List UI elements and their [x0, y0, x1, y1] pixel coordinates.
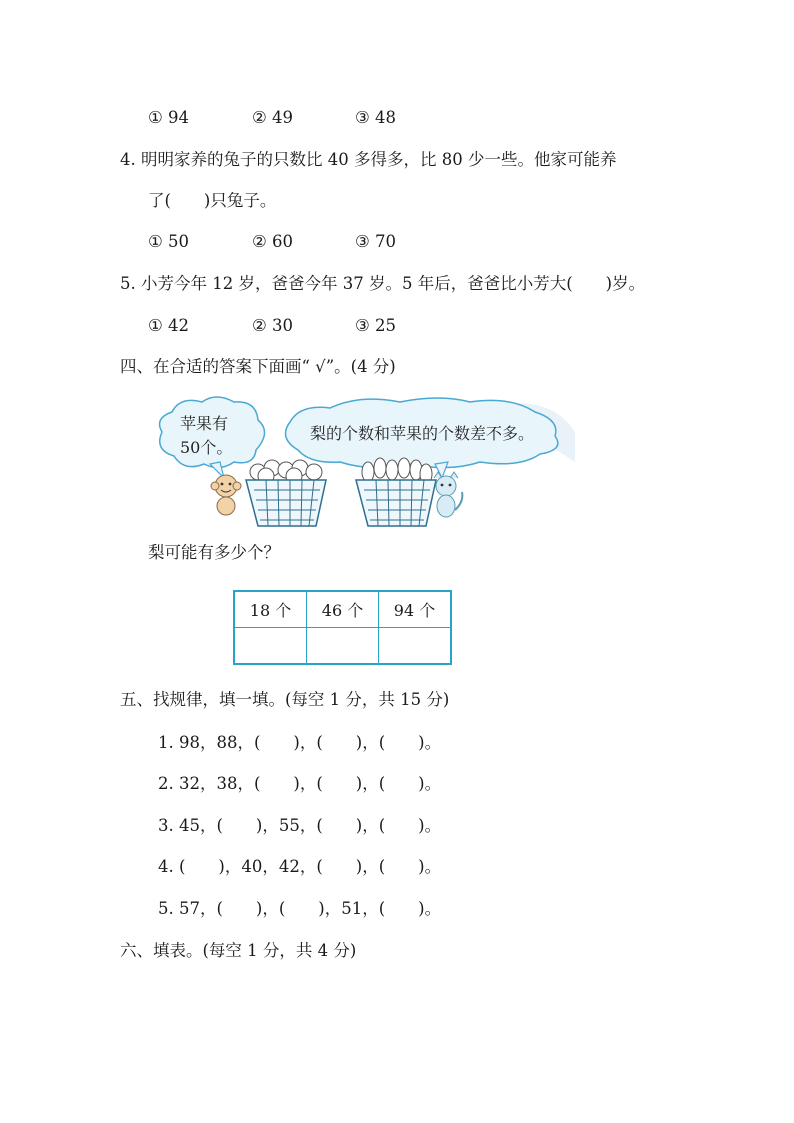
q3-option-1: ① 94	[148, 108, 190, 127]
right-bubble-text: 梨的个数和苹果的个数差不多。	[310, 424, 535, 443]
answer-cell[interactable]	[307, 628, 379, 665]
pattern-item-4: 4. ( )，40，42，( )，( )。	[158, 857, 442, 876]
apple-basket-icon	[246, 460, 326, 526]
cat-icon	[434, 472, 462, 517]
q4-option-2: ② 60	[252, 232, 294, 251]
q3-option-2: ② 49	[252, 108, 294, 127]
q4-question-line2: 了( )只兔子。	[148, 191, 277, 210]
pattern-item-3: 3. 45，( )，55，( )，( )。	[158, 816, 442, 835]
pattern-item-1: 1. 98，88，( )，( )，( )。	[158, 733, 442, 752]
q4-question-line1: 4. 明明家养的兔子的只数比 40 多得多，比 80 少一些。他家可能养	[120, 150, 617, 169]
pattern-item-2: 2. 32，38，( )，( )，( )。	[158, 774, 442, 793]
q5-option-1: ① 42	[148, 316, 190, 335]
left-bubble-line2: 50个。	[180, 438, 233, 457]
pattern-item-5: 5. 57，( )，( )，51，( )。	[158, 899, 442, 918]
left-bubble-line1: 苹果有	[180, 414, 229, 433]
q5-question: 5. 小芳今年 12 岁，爸爸今年 37 岁。5 年后，爸爸比小芳大( )岁。	[120, 274, 646, 293]
section4-title: 四、在合适的答案下面画“ √”。(4 分)	[120, 357, 396, 376]
q4-option-1: ① 50	[148, 232, 190, 251]
q5-option-3: ③ 25	[355, 316, 397, 335]
q3-option-3: ③ 48	[355, 108, 397, 127]
answer-table	[233, 590, 452, 665]
table-header-cell: 46 个	[307, 591, 379, 628]
q5-option-2: ② 30	[252, 316, 294, 335]
table-header-row	[234, 591, 451, 628]
section4-question: 梨可能有多少个？	[148, 543, 280, 562]
section5-title: 五、找规律，填一填。(每空 1 分，共 15 分)	[120, 690, 450, 709]
table-header-cell: 94 个	[379, 591, 452, 628]
pear-basket-icon	[356, 458, 436, 526]
table-header-cell: 18 个	[234, 591, 307, 628]
table-answer-row[interactable]	[234, 628, 451, 665]
monkey-icon	[211, 475, 241, 515]
answer-cell[interactable]	[379, 628, 452, 665]
section6-title: 六、填表。(每空 1 分，共 4 分)	[120, 941, 357, 960]
answer-cell[interactable]	[234, 628, 307, 665]
q4-option-3: ③ 70	[355, 232, 397, 251]
